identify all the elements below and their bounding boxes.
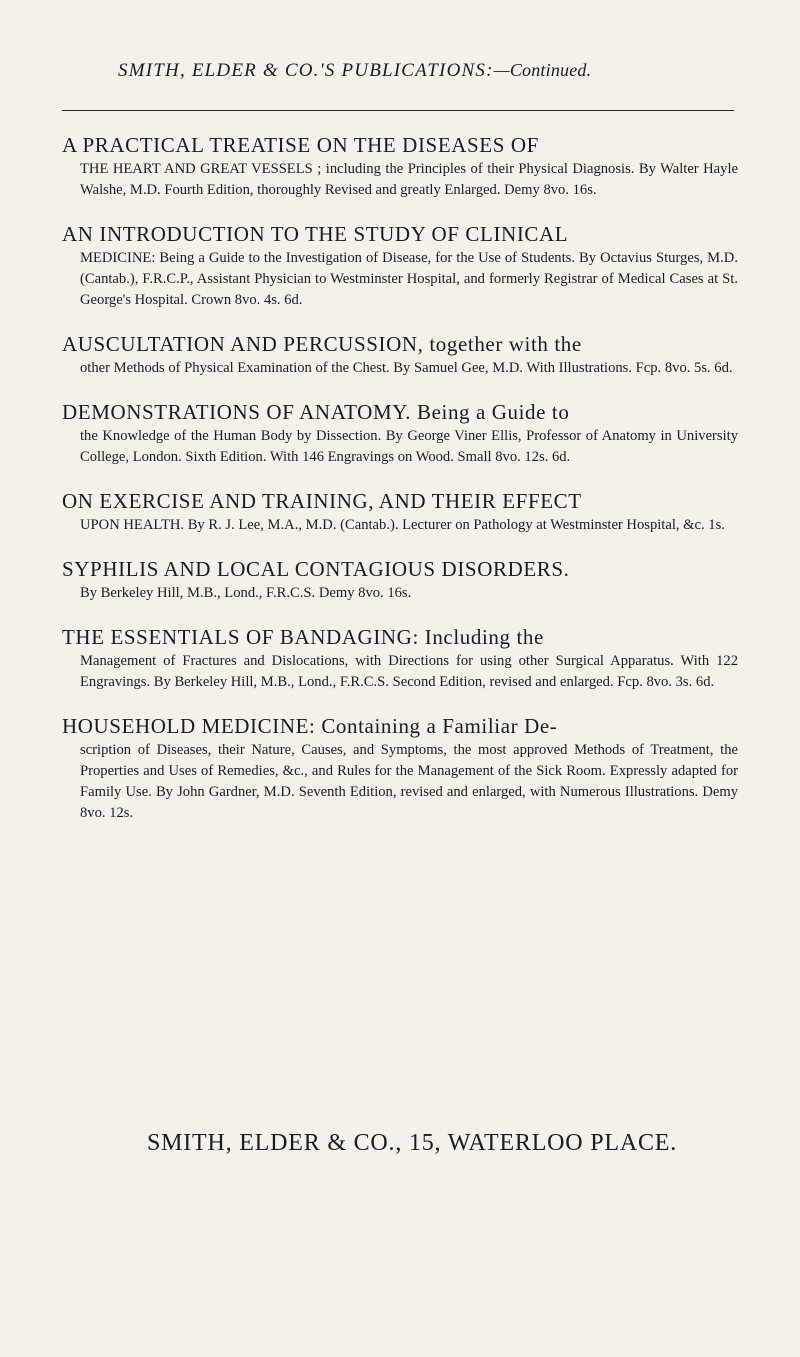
entry-title: ON EXERCISE AND TRAINING, AND THEIR EFFECT xyxy=(62,489,582,513)
entry-title: THE ESSENTIALS OF BANDAGING: Including the xyxy=(62,625,544,649)
publication-entry xyxy=(62,133,738,201)
entry-title: HOUSEHOLD MEDICINE: Containing a Familiar De- xyxy=(62,714,558,738)
entry-description: other Methods of Physical Examination of the Chest. By Samuel Gee, M.D. With Illustrations. Fcp. 8vo. 5s. 6d. xyxy=(80,360,733,376)
entry-title: AUSCULTATION AND PERCUSSION, together with the xyxy=(62,332,582,356)
entry-description: By Berkeley Hill, M.B., Lond., F.R.C.S. Demy 8vo. 16s. xyxy=(80,585,412,601)
publication-entry xyxy=(62,222,738,311)
running-head xyxy=(118,60,738,82)
publication-entry xyxy=(62,400,738,468)
header-rule xyxy=(62,110,734,111)
publication-entry xyxy=(62,332,738,379)
publisher-address: SMITH, ELDER & CO., 15, WATERLOO PLACE. xyxy=(146,1130,678,1156)
running-head-continued: —Continued. xyxy=(493,60,592,80)
entry-description: the Knowledge of the Human Body by Dissection. By George Viner Ellis, Professor of Anatomy in University College, London. Sixth Edition. With 146 Engravings on Wood. Small 8vo. 12s. 6d. xyxy=(80,428,738,465)
publication-entry xyxy=(62,557,738,604)
entry-description: Management of Fractures and Dislocations, with Directions for using other Surgical Apparatus. With 122 Engravings. By Berkeley Hill, M.B., Lond., F.R.C.S. Second Edition, revised and enlarged. Fcp. 8vo. 3s. 6d. xyxy=(80,653,738,690)
running-head-title: SMITH, ELDER & CO.'S PUBLICATIONS: xyxy=(118,60,494,81)
publication-entry xyxy=(62,489,738,536)
publication-entry xyxy=(62,714,738,824)
entry-description: UPON HEALTH. By R. J. Lee, M.A., M.D. (Cantab.). Lecturer on Pathology at Westminster Hospital, &c. 1s. xyxy=(80,517,725,533)
entry-title: DEMONSTRATIONS OF ANATOMY. Being a Guide to xyxy=(62,400,570,424)
entry-description: scription of Diseases, their Nature, Causes, and Symptoms, the most approved Methods of Treatment, the Properties and Uses of Remedies, &c., and Rules for the Management of the Sick Room. Expressly adapted for Family Use. By John Gardner, M.D. Seventh Edition, revised and enlarged, with Numerous Illustrations. Demy 8vo. 12s. xyxy=(80,742,738,821)
entry-title: AN INTRODUCTION TO THE STUDY OF CLINICAL xyxy=(62,222,569,246)
entry-description: MEDICINE: Being a Guide to the Investigation of Disease, for the Use of Students. By Octavius Sturges, M.D. (Cantab.), F.R.C.P., Assistant Physician to Westminster Hospital, and formerly Registrar of Medical Cases at St. George's Hospital. Crown 8vo. 4s. 6d. xyxy=(80,250,738,308)
publication-list xyxy=(62,133,738,824)
entry-title: SYPHILIS AND LOCAL CONTAGIOUS DISORDERS. xyxy=(62,557,570,581)
publisher-imprint xyxy=(0,1130,800,1157)
entry-description: THE HEART AND GREAT VESSELS ; including the Principles of their Physical Diagnosis. By Walter Hayle Walshe, M.D. Fourth Edition, thoroughly Revised and greatly Enlarged. Demy 8vo. 16s. xyxy=(80,161,738,198)
publication-entry xyxy=(62,625,738,693)
entry-title: A PRACTICAL TREATISE ON THE DISEASES OF xyxy=(62,133,539,157)
